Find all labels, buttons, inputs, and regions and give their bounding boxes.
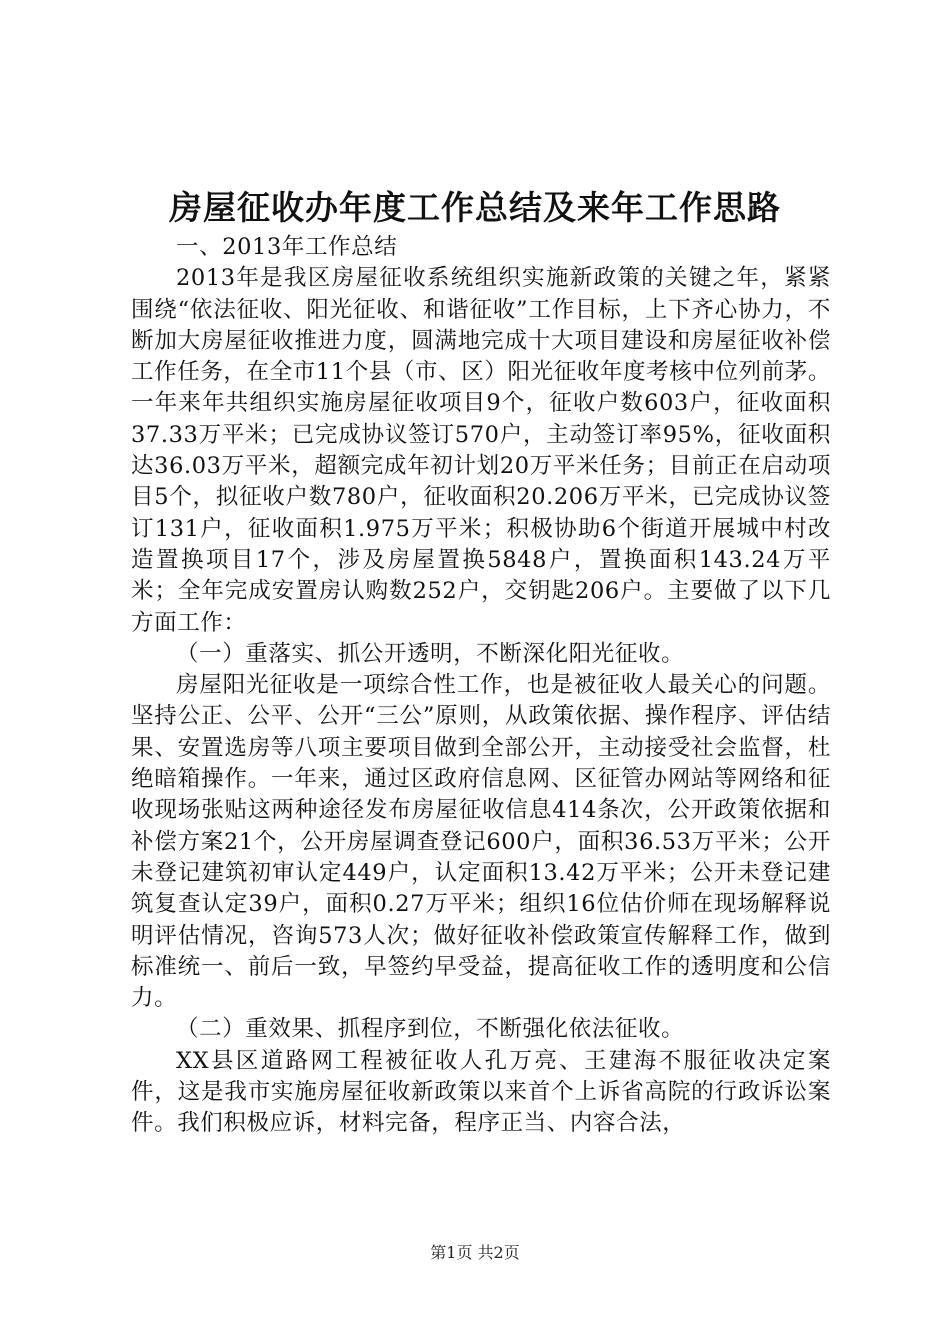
subsection-heading: （二）重效果、抓程序到位，不断强化依法征收。 (176, 1016, 685, 1043)
page-number-footer: 第1页 共2页 (430, 1243, 520, 1262)
document-title: 房屋征收办年度工作总结及来年工作思路 (169, 188, 781, 227)
paragraph: 房屋阳光征收是一项综合性工作，也是被征收人最关心的问题。坚持公正、公平、公开“三公”原则，从政策依据、操作程序、评估结果、安置选房等八项主要项目做到全部公开，主动接受社会监督，杜绝暗箱操作。一年来，通过区政府信息网、区征管办网站等网络和征收现场张贴这两种途径发布房屋征收信息414条次，公开政策依据和补偿方案21个，公开房屋调查登记600户，面积36.53万平米；公开未登记建筑初审认定449户，认定面积13.42万平米；公开未登记建筑复查认定39户，面积0.27万平米；组织16位估价师在现场解释说明评估情况，咨询573人次；做好征收补偿政策宣传解释工作，做到标准统一、前后一致，早签约早受益，提高征收工作的透明度和公信力。 (131, 672, 831, 1012)
document-body (131, 232, 831, 1140)
subsection-heading: （一）重落实、抓公开透明，不断深化阳光征收。 (176, 640, 685, 667)
paragraph: XX县区道路网工程被征收人孔万亮、王建海不服征收决定案件，这是我市实施房屋征收新政策以来首个上诉省高院的行政诉讼案件。我们积极应诉，材料完备，程序正当、内容合法， (131, 1047, 831, 1137)
section-heading: 一、2013年工作总结 (176, 234, 398, 260)
paragraph: 2013年是我区房屋征收系统组织实施新政策的关键之年，紧紧围绕“依法征收、阳光征收、和谐征收”工作目标，上下齐心协力，不断加大房屋征收推进力度，圆满地完成十大项目建设和房屋征收补偿工作任务，在全市11个县（市、区）阳光征收年度考核中位列前茅。一年来年共组织实施房屋征收项目9个，征收户数603户，征收面积37.33万平米；已完成协议签订570户，主动签订率95%，征收面积达36.03万平米，超额完成年初计划20万平米任务；目前正在启动项目5个，拟征收户数780户，征收面积20.206万平米，已完成协议签订131户，征收面积1.975万平米；积极协助6个街道开展城中村改造置换项目17个，涉及房屋置换5848户，置换面积143.24万平米；全年完成安置房认购数252户，交钥匙206户。主要做了以下几方面工作： (131, 265, 831, 636)
